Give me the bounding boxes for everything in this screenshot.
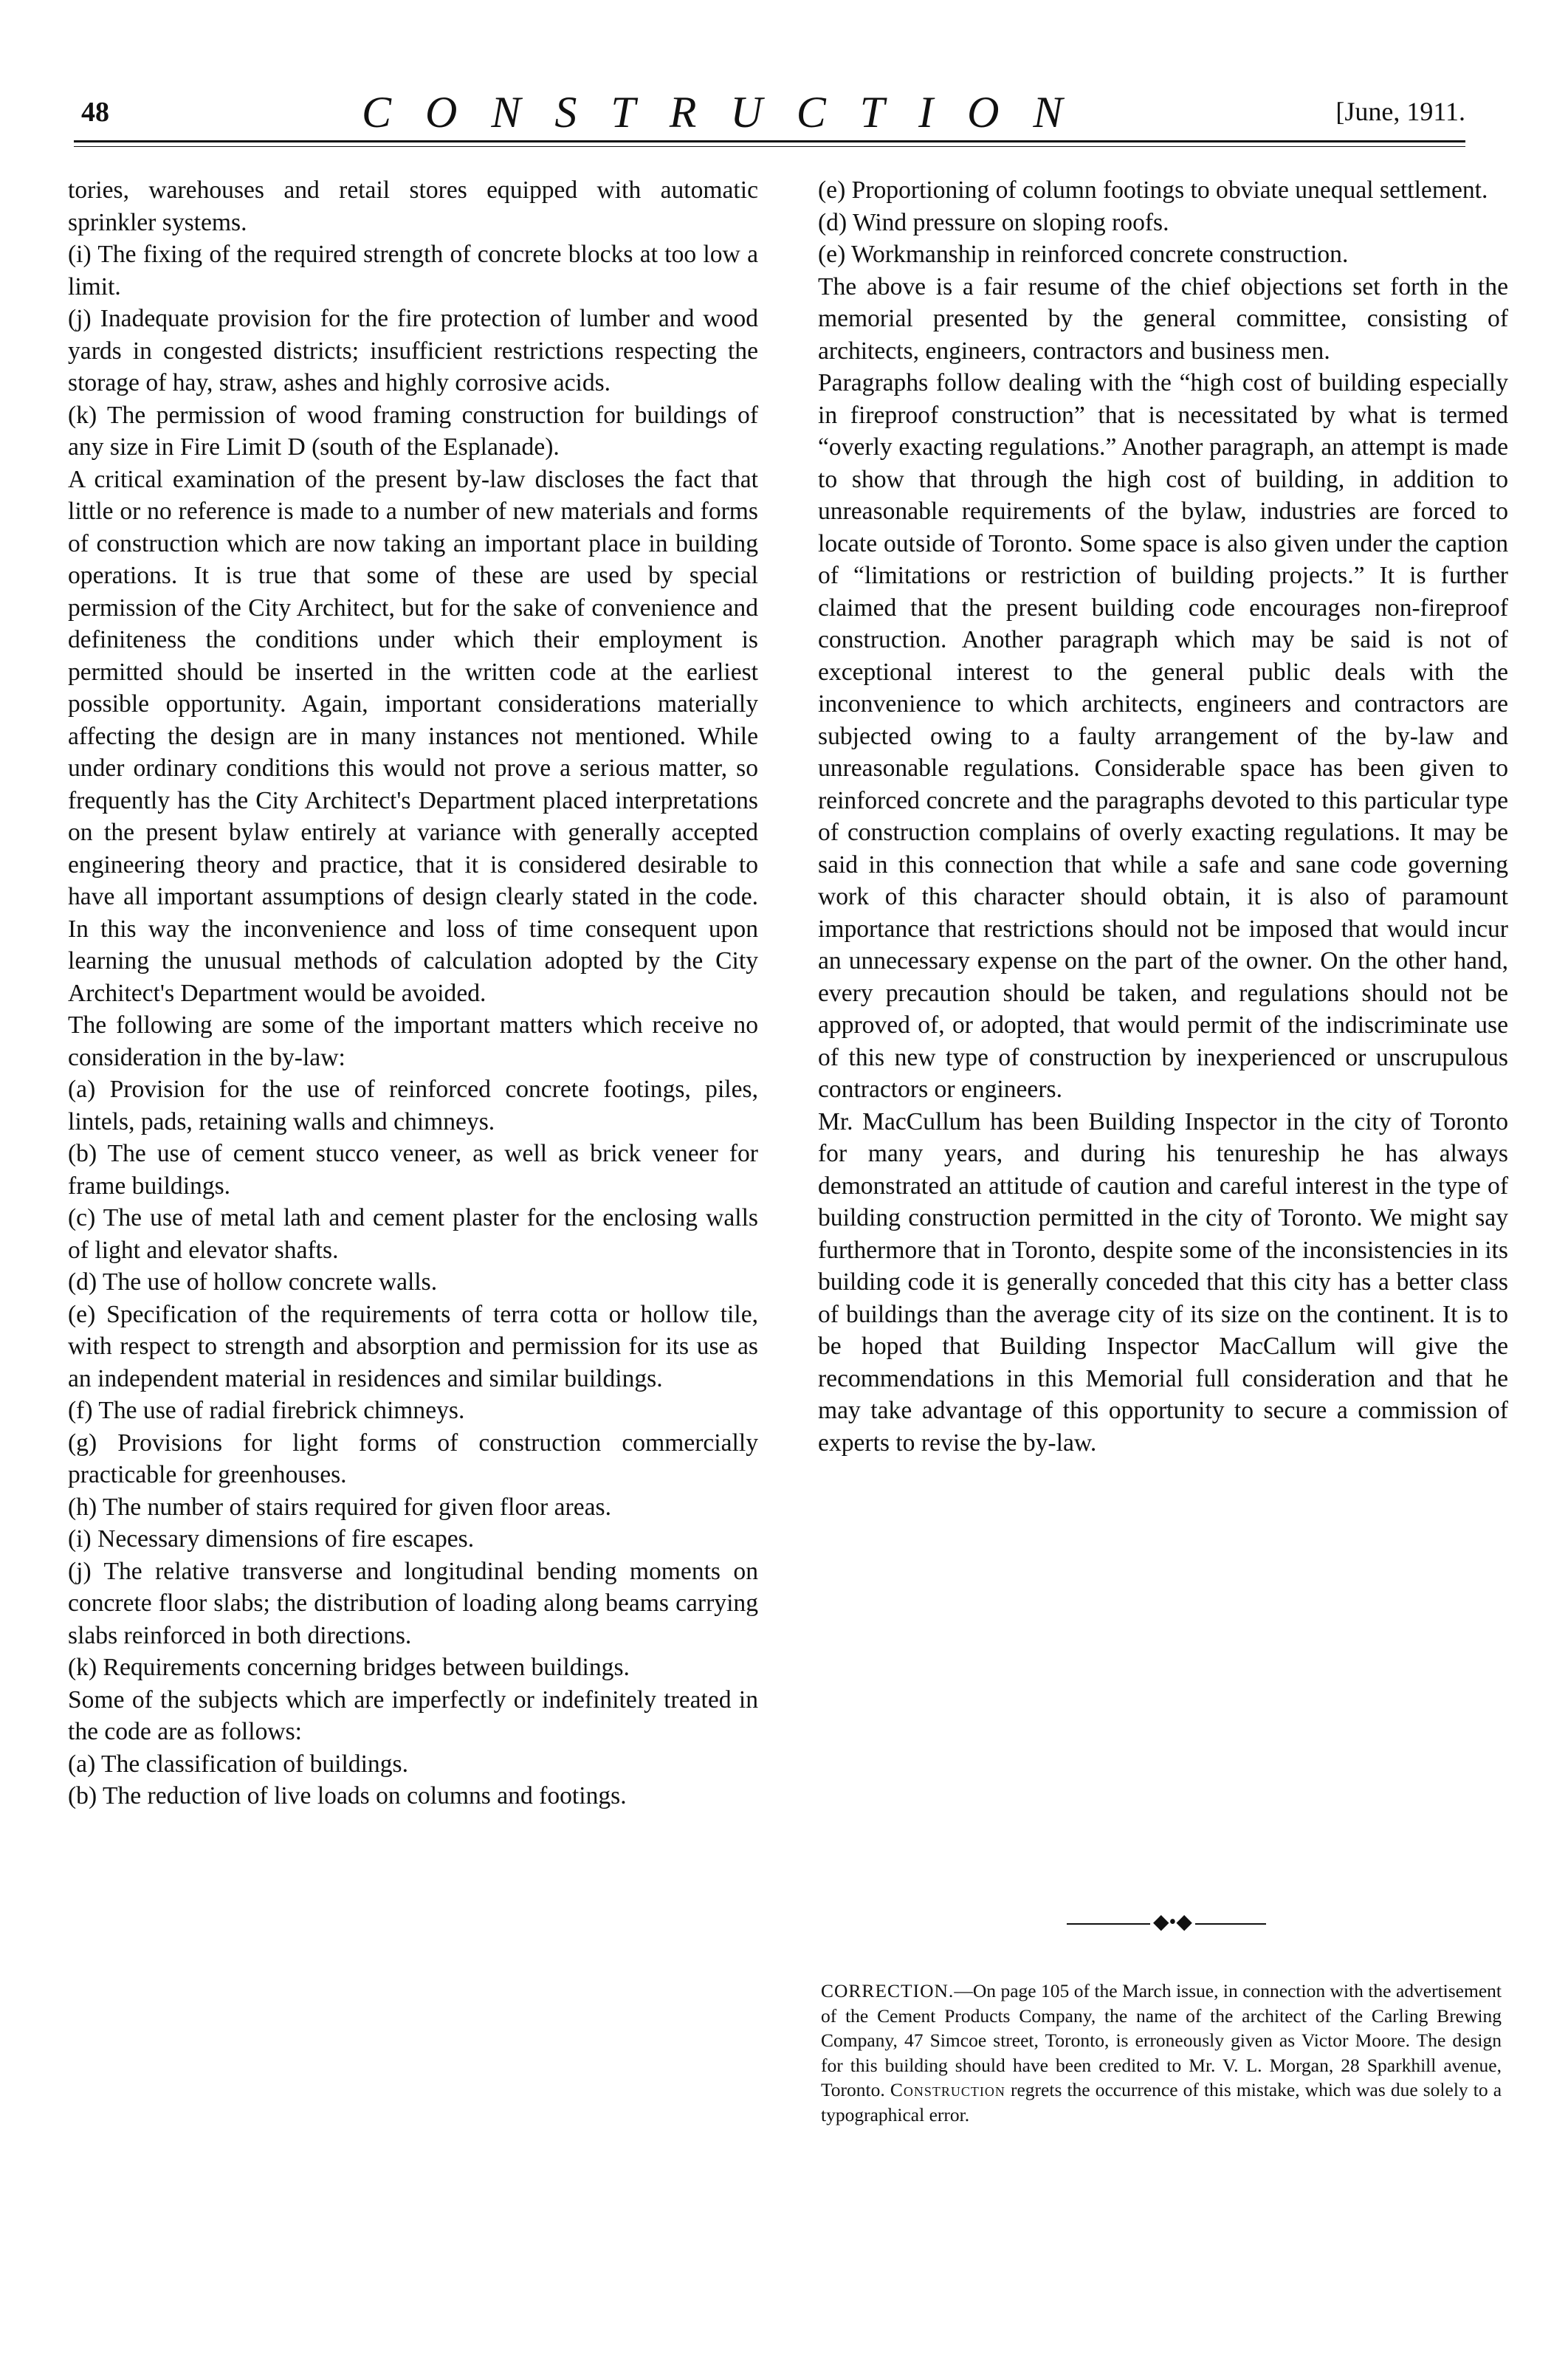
list-item: (d) Wind pressure on sloping roofs. <box>818 208 1169 236</box>
paragraph: Paragraphs follow dealing with the “high cost of building especially in fireproof construction” that is necessitated by what is termed “overly exacting regulations.” Another paragraph, an attempt is made to show that through the high cost of building, in addition to unreasonable requirements of the bylaw, industries are forced to locate outside of Toronto. Some space is also given under the caption of “limitations or restriction of building projects.” It is further claimed that the present building code encourages non-fireproof construction. Another paragraph which may be said is not of exceptional interest to the general public deals with the inconvenience to which architects, engineers and contractors are subjected owing to a faulty arrangement of the by-law and unreasonable regulations. Considerable space has been given to reinforced concrete and the paragraphs devoted to this particular type of construction complains of overly exacting regulations. It may be said in this connection that while a safe and sane code governing work of this character should obtain, it is also of paramount importance that restrictions should not be imposed that would incur an unnecessary expense on the part of the owner. On the other hand, every precaution should be taken, and regulations should not be approved of, or adopted, that would permit of the indiscriminate use of this new type of construction by inexperienced or unscrupulous contractors or engineers. <box>818 369 1508 1103</box>
list-item: (g) Provisions for light forms of construction commercially practicable for greenhouses. <box>68 1429 758 1488</box>
issue-date: [June, 1911. <box>1335 97 1465 126</box>
paragraph: A critical examination of the present by-law discloses the fact that little or no reference is made to a number of new materials and forms of construction which are now taking an important place in building operations. It is true that some of these are used by special permission of the City Architect, but for the sake of convenience and definiteness the conditions under which their employment is permitted should be inserted in the written code at the earliest possible opportunity. Again, important considerations materially affecting the design are in many instances not mentioned. While under ordinary conditions this would not prove a serious matter, so frequently has the City Architect's Department placed interpretations on the present bylaw entirely at variance with generally accepted engineering theory and practice, that it is considered desirable to have all important assumptions of design clearly stated in the code. In this way the inconvenience and loss of time consequent upon learning the unusual methods of calculation adopted by the City Architect's Department would be avoided. <box>68 465 758 1007</box>
correction-heading: CORRECTION. <box>821 1980 955 2001</box>
list-item: (k) The permission of wood framing construction for buildings of any size in Fire Limit D (south of the Esplanade). <box>68 401 758 461</box>
publication-name: Construction <box>890 2079 1005 2100</box>
paragraph: Some of the subjects which are imperfectly or indefinitely treated in the code are as follows: <box>68 1685 758 1745</box>
list-item: (i) The fixing of the required strength of concrete blocks at too low a limit. <box>68 241 758 300</box>
correction-tail: regrets the occurrence of this mistake, which was due solely to a typographical error. <box>821 2079 1502 2125</box>
page-number: 48 <box>81 97 109 128</box>
paragraph: The following are some of the important matters which receive no consideration in the by-law: <box>68 1011 758 1071</box>
paragraph: The above is a fair resume of the chief objections set forth in the memorial presented by the general committee, consisting of architects, engineers, contractors and business men. <box>818 272 1508 365</box>
list-item: (e) Workmanship in reinforced concrete construction. <box>818 241 1349 268</box>
header-rule-thick <box>74 140 1465 142</box>
list-item: (j) The relative transverse and longitudinal bending moments on concrete floor slabs; the distribution of loading along beams carrying slabs reinforced in both directions. <box>68 1557 758 1649</box>
list-item: (f) The use of radial firebrick chimneys. <box>68 1397 465 1424</box>
list-item: (e) Specification of the requirements of terra cotta or hollow tile, with respect to strength and absorption and permission for its use as an independent material in residences and similar buildings. <box>68 1300 758 1392</box>
list-item: (a) Provision for the use of reinforced concrete footings, piles, lintels, pads, retaining walls and chimneys. <box>68 1076 758 1135</box>
right-column <box>818 174 1508 1459</box>
list-item: (k) Requirements concerning bridges between buildings. <box>68 1654 630 1681</box>
section-divider <box>1067 1911 1266 1934</box>
list-item: (d) The use of hollow concrete walls. <box>68 1268 438 1296</box>
ornament-icon: ◆•◆ <box>1150 1911 1195 1934</box>
list-item: (b) The use of cement stucco veneer, as well as brick veneer for frame buildings. <box>68 1140 758 1200</box>
list-item: (a) The classification of buildings. <box>68 1750 408 1778</box>
correction-body: —On page 105 of the March issue, in connection with the advertisement of the Cement Products Company, the name of the architect of the Carling Brewing Company, 47 Simcoe street, Toronto, is erroneously given as Victor Moore. The design for this building should have been credited to Mr. V. L. Morgan, 28 Sparkhill avenue, Toronto. <box>821 1980 1502 2100</box>
list-item: (b) The reduction of live loads on columns and footings. <box>68 1782 627 1810</box>
list-item: (e) Proportioning of column footings to obviate unequal settlement. <box>818 176 1488 204</box>
page-header <box>74 87 1465 139</box>
list-item: (i) Necessary dimensions of fire escapes. <box>68 1525 475 1553</box>
paragraph: Mr. MacCullum has been Building Inspector in the city of Toronto for many years, and during his tenureship he has always demonstrated an attitude of caution and careful interest in the type of building construction permitted in the city of Toronto. We might say furthermore that in Toronto, despite some of the inconsistencies in its building code it is generally conceded that this city has a better class of buildings than the average city of its size on the continent. It is to be hoped that Building Inspector MacCallum will give the recommendations in this Memorial full consideration and that he may take advantage of this opportunity to secure a commission of experts to revise the by-law. <box>818 1107 1508 1457</box>
list-item: (c) The use of metal lath and cement plaster for the enclosing walls of light and elevator shafts. <box>68 1204 758 1264</box>
header-rule-thin <box>74 146 1465 147</box>
left-column <box>68 174 758 1812</box>
list-item: (h) The number of stairs required for given floor areas. <box>68 1493 611 1521</box>
correction-notice <box>821 1979 1502 2127</box>
masthead-title: CONSTRUCTION <box>362 88 1097 137</box>
list-item: (j) Inadequate provision for the fire protection of lumber and wood yards in congested districts; insufficient restrictions respecting the storage of hay, straw, ashes and highly corrosive acids. <box>68 305 758 396</box>
paragraph: tories, warehouses and retail stores equipped with automatic sprinkler systems. <box>68 176 758 236</box>
